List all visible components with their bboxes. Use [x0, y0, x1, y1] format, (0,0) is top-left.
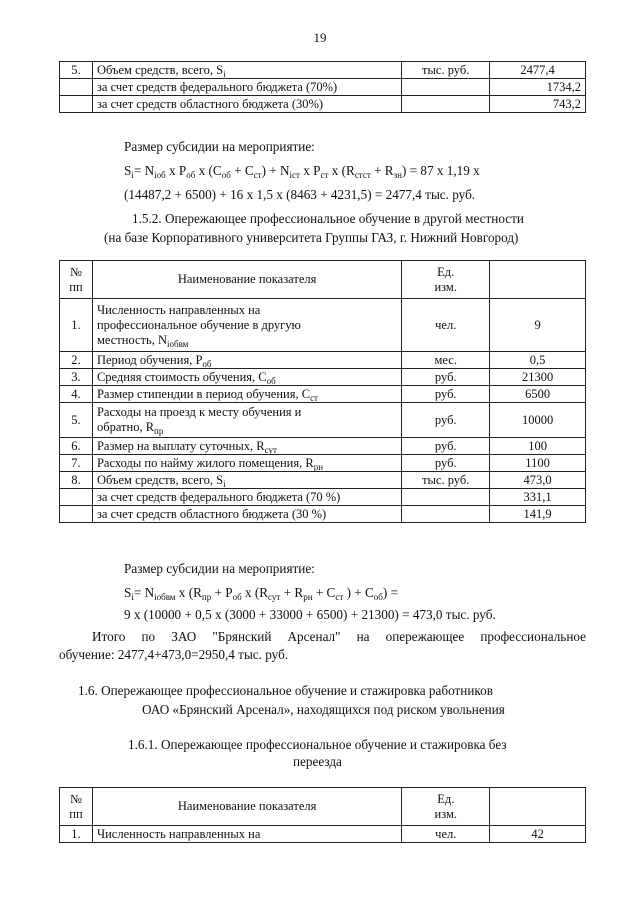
page-number: 19 — [313, 30, 327, 45]
row-value: 1100 — [490, 455, 586, 472]
row-name: за счет средств областного бюджета (30%) — [92, 96, 401, 113]
section-title: 1.6.1. Опережающее профессиональное обучение и стажировка без — [128, 737, 507, 752]
header-unit: Ед. изм. — [402, 261, 490, 299]
row-value: 0,5 — [490, 352, 586, 369]
row-name: Расходы по найму жилого помещения, $R_{рн}$ — [92, 455, 401, 472]
header-no: № пп — [60, 788, 93, 826]
row-value: 141,9 — [490, 506, 586, 523]
row-value: 10000 — [490, 403, 586, 438]
section-title: переезда — [293, 754, 342, 769]
row-name: Численность направленных на профессиональное обучение в другую местность, $N_{iобвм}$ — [92, 299, 401, 352]
row-value: 21300 — [490, 369, 586, 386]
row-number: 7. — [60, 455, 93, 472]
row-value: 6500 — [490, 386, 586, 403]
row-number: 4. — [60, 386, 93, 403]
formula-line: (14487,2 + 6500) + 16 х 1,5 х (8463 + 4231,5) = 2477,4 тыс. руб. — [124, 187, 476, 202]
row-number: 8. — [60, 472, 93, 489]
row-value: 743,2 — [490, 96, 586, 113]
row-number: 5. — [60, 62, 93, 79]
header-unit: Ед. изм. — [402, 788, 490, 826]
section-title: ОАО «Брянский Арсенал», находящихся под риском увольнения — [142, 702, 505, 717]
row-name: за счет средств федерального бюджета (70%) — [92, 79, 401, 96]
row-value: 100 — [490, 438, 586, 455]
row-unit: руб. — [402, 369, 490, 386]
table-row — [60, 369, 586, 386]
row-unit: чел. — [402, 299, 490, 352]
row-name: Объем средств, всего, $S_i$ — [92, 472, 401, 489]
section-title: 1.5.2. Опережающее профессиональное обучение в другой местности — [132, 211, 524, 226]
row-value: 2477,4 — [490, 62, 586, 79]
row-unit: мес. — [402, 352, 490, 369]
row-unit: чел. — [402, 826, 490, 843]
header-no: № пп — [60, 261, 93, 299]
formula-line: $S_i= N_{iоб}$ x $P_{об}$ x $(C_{об} + C_{ст}) + N_{iст}$ x $P_{ст}$ x $(R_{стст} + R_{зн}) = 87$ х 1,19 х — [124, 163, 480, 180]
row-number: 3. — [60, 369, 93, 386]
table-row — [60, 472, 586, 489]
row-number: 2. — [60, 352, 93, 369]
row-number: 6. — [60, 438, 93, 455]
row-name: за счет средств областного бюджета (30 %) — [92, 506, 401, 523]
total-line: Итого по ЗАО "Брянский Арсенал" на опережающее профессиональное — [92, 629, 586, 644]
row-value: 42 — [490, 826, 586, 843]
row-value: 1734,2 — [490, 79, 586, 96]
row-unit: руб. — [402, 403, 490, 438]
row-unit: руб. — [402, 386, 490, 403]
row-value: 331,1 — [490, 489, 586, 506]
section-title: 1.6. Опережающее профессиональное обучение и стажировка работников — [78, 683, 493, 698]
row-number: 1. — [60, 299, 93, 352]
table-row — [60, 506, 586, 523]
table-row — [60, 455, 586, 472]
table-row — [60, 403, 586, 438]
row-unit: тыс. руб. — [402, 62, 490, 79]
row-number — [60, 489, 93, 506]
subsidy-heading: Размер субсидии на мероприятие: — [124, 139, 315, 154]
table-row — [60, 96, 586, 113]
row-value: 473,0 — [490, 472, 586, 489]
table-row — [60, 352, 586, 369]
table-top — [59, 61, 586, 113]
row-unit — [402, 506, 490, 523]
header-name: Наименование показателя — [92, 788, 401, 826]
row-name: Период обучения, $P_{об}$ — [92, 352, 401, 369]
total-line: обучение: 2477,4+473,0=2950,4 тыс. руб. — [59, 647, 289, 662]
row-number — [60, 96, 93, 113]
subsidy-heading: Размер субсидии на мероприятие: — [124, 561, 315, 576]
row-name: Численность направленных на — [92, 826, 401, 843]
header-value — [490, 261, 586, 299]
table-row — [60, 386, 586, 403]
table-row — [60, 438, 586, 455]
table-row — [60, 826, 586, 843]
table-row — [60, 62, 586, 79]
row-number: 5. — [60, 403, 93, 438]
row-unit — [402, 489, 490, 506]
row-number: 1. — [60, 826, 93, 843]
row-unit: руб. — [402, 438, 490, 455]
formula-line: $S_i= N_{iобвм}$ x ($R_{пр} + P_{об}$ x ($R_{сут} + R_{рн} + C_{ст}$ ) + $C_{об}$) = — [124, 585, 399, 602]
row-number — [60, 79, 93, 96]
header-name: Наименование показателя — [92, 261, 401, 299]
row-unit: руб. — [402, 455, 490, 472]
header-value — [490, 788, 586, 826]
section-title: (на базе Корпоративного университета Группы ГАЗ, г. Нижний Новгород) — [104, 230, 519, 245]
row-name: за счет средств федерального бюджета (70 %) — [92, 489, 401, 506]
row-name: Размер стипендии в период обучения, $C_{ст}$ — [92, 386, 401, 403]
table-header — [60, 261, 586, 299]
row-unit — [402, 79, 490, 96]
row-number — [60, 506, 93, 523]
row-name: Расходы на проезд к месту обучения и обратно, $R_{пр}$ — [92, 403, 401, 438]
table-row — [60, 79, 586, 96]
row-name: Объем средств, всего, $S_i$ — [92, 62, 401, 79]
table-row — [60, 489, 586, 506]
row-value: 9 — [490, 299, 586, 352]
table-header — [60, 788, 586, 826]
row-name: Средняя стоимость обучения, $C_{об}$ — [92, 369, 401, 386]
row-name: Размер на выплату суточных, $R_{сут}$ — [92, 438, 401, 455]
table-bottom — [59, 787, 586, 843]
table-main — [59, 260, 586, 523]
row-unit: тыс. руб. — [402, 472, 490, 489]
formula-line: 9 х (10000 + 0,5 х (3000 + 33000 + 6500) + 21300) = 473,0 тыс. руб. — [124, 607, 496, 622]
table-row — [60, 299, 586, 352]
row-unit — [402, 96, 490, 113]
